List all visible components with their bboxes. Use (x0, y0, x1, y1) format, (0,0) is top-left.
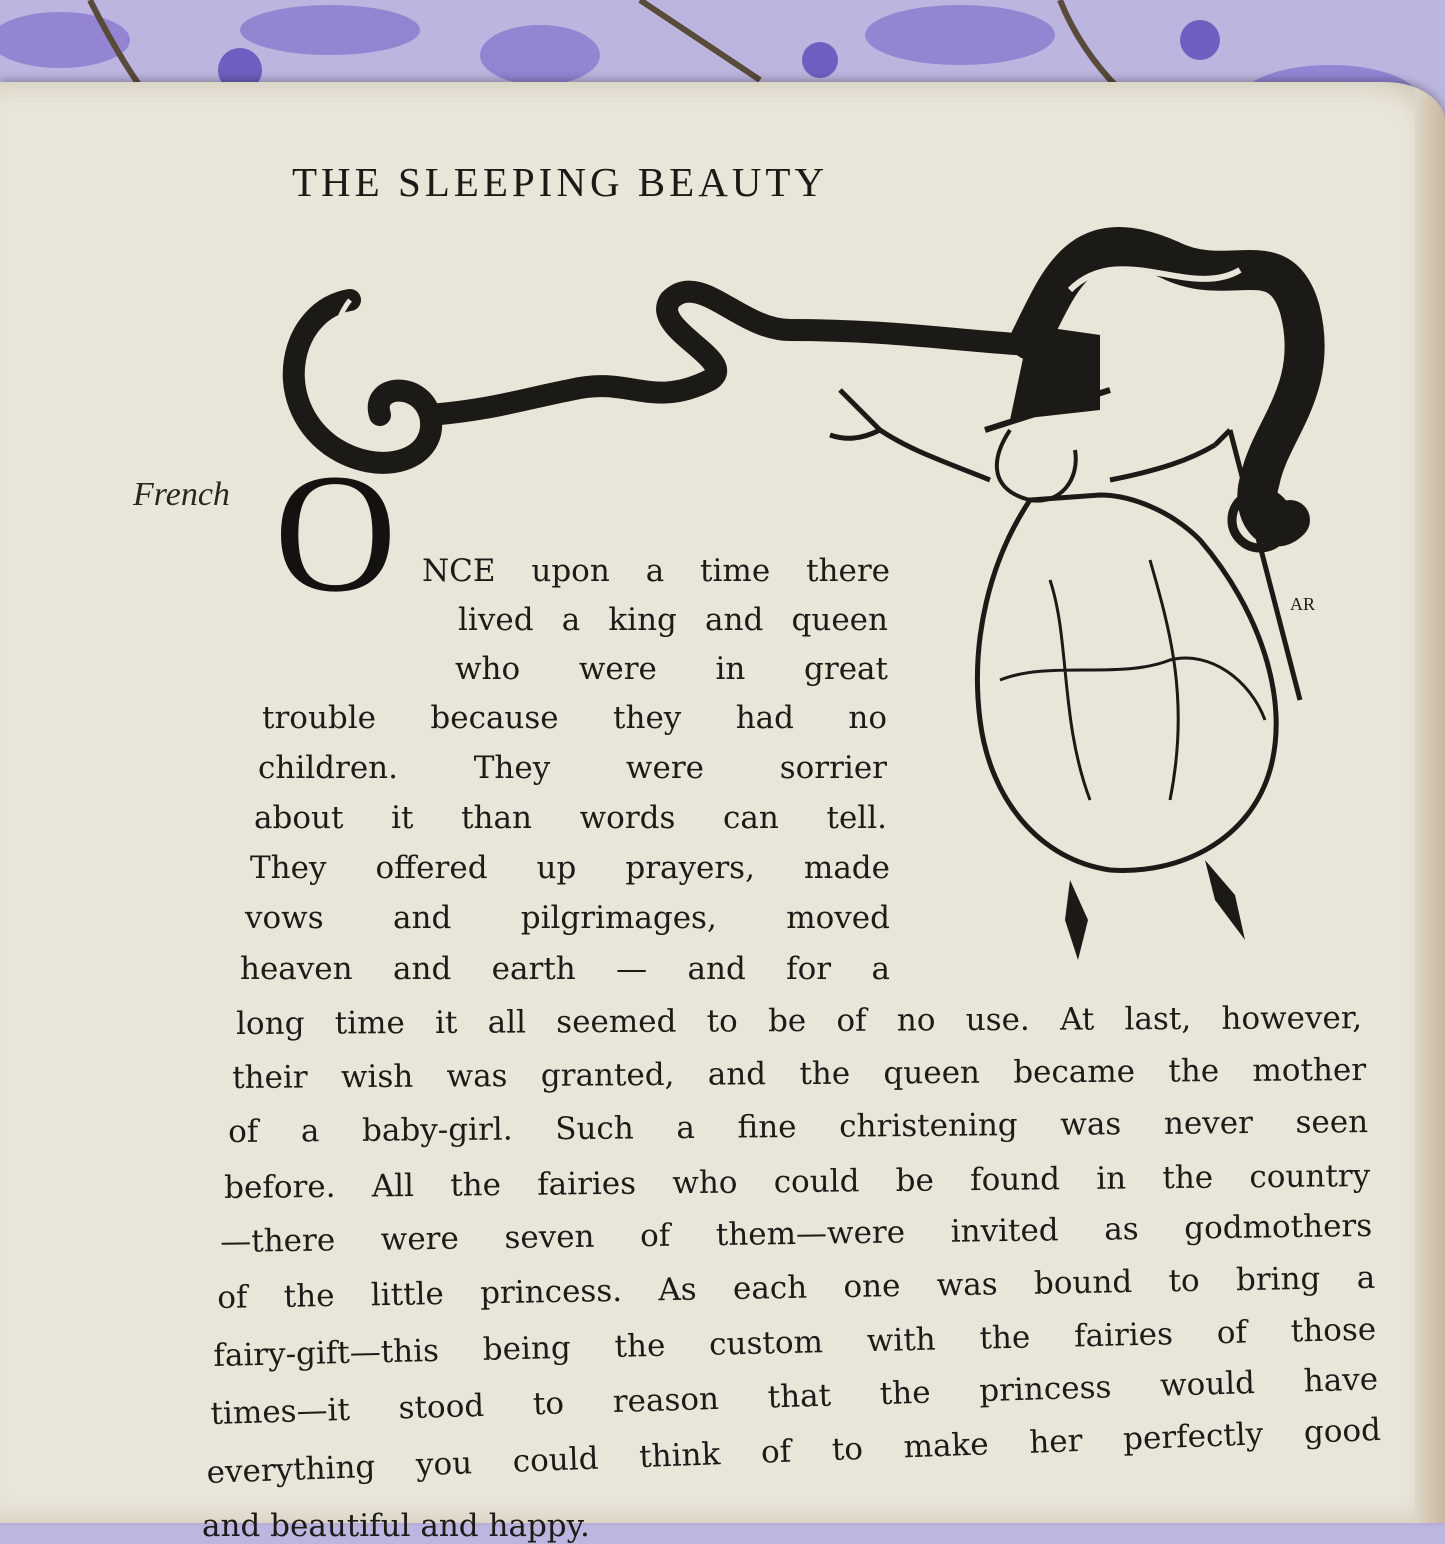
text-line: fairy-gift—this being the custom with the fairies of those (213, 1311, 1377, 1374)
text-line: their wish was granted, and the queen became the mother (232, 1052, 1367, 1096)
text-line: of the little princess. As each one was bound to bring a (217, 1259, 1376, 1316)
text-line: NCE upon a time there (422, 553, 890, 589)
text-line: everything you could think of to make her perfectly good (206, 1411, 1382, 1491)
text-line: lived a king and queen (458, 602, 888, 638)
drop-cap: O (274, 439, 397, 627)
text-line: and beautiful and happy. (202, 1508, 590, 1544)
text-line: who were in great (455, 651, 888, 687)
page-edge (1415, 82, 1445, 1523)
text-line: before. All the fairies who could be found in the country (224, 1157, 1371, 1206)
text-line: trouble because they had no (262, 700, 887, 736)
text-line: children. They were sorrier (258, 750, 887, 786)
text-line: about it than words can tell. (254, 800, 887, 836)
text-line: of a baby-girl. Such a fine christening was never seen (228, 1104, 1369, 1150)
text-line: long time it all seemed to be of no use. At last, however, (236, 1000, 1363, 1042)
text-line: —there were seven of them—were invited as godmothers (220, 1207, 1373, 1260)
text-line: vows and pilgrimages, moved (245, 900, 890, 936)
text-line: heaven and earth — and for a (240, 951, 890, 987)
illustration-signature: AR (1290, 594, 1316, 614)
story-title: THE SLEEPING BEAUTY (292, 159, 829, 205)
text-line: times—it stood to reason that the princess would have (210, 1361, 1379, 1432)
story-origin-label: French (133, 476, 230, 513)
text-line: They offered up prayers, made (250, 850, 890, 886)
